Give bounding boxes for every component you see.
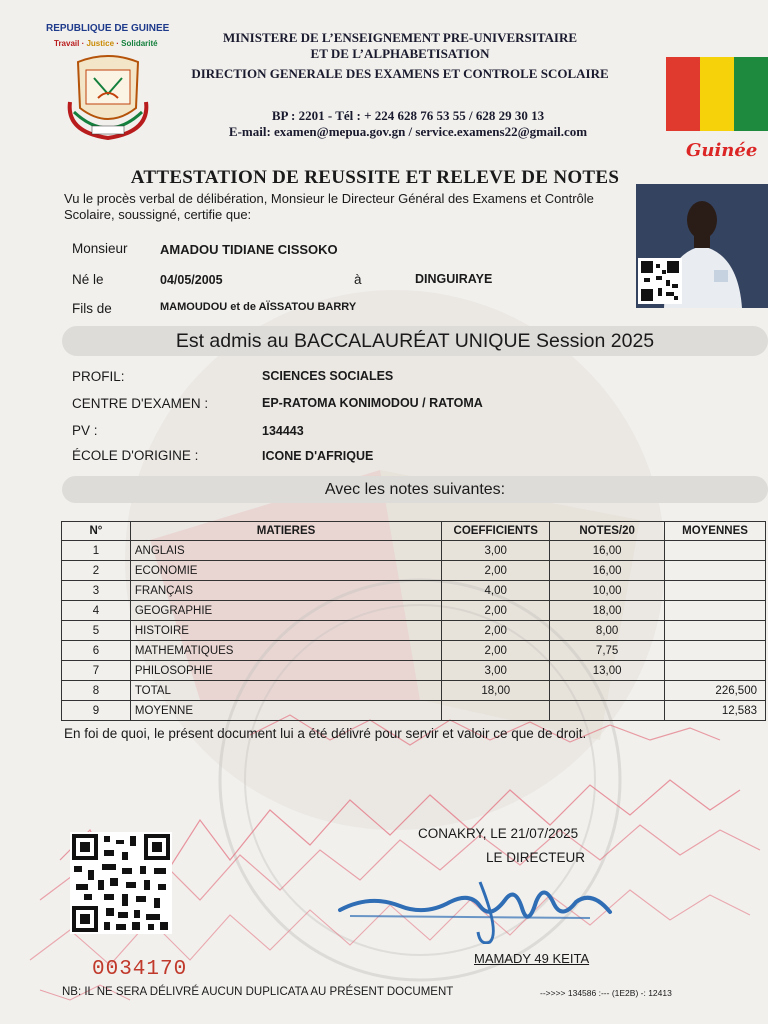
notes-banner [62,476,768,503]
cell-number: 1 [62,541,131,561]
table-row [62,681,766,701]
cell-number: 2 [62,561,131,581]
table-row [62,561,766,581]
guinea-flag [666,57,768,131]
exam-center-label: CENTRE D'EXAMEN : [72,396,209,411]
table-row [62,621,766,641]
director-signature [330,872,620,944]
cell-note: 16,00 [550,541,665,561]
cell-average [665,541,766,561]
cell-note: 10,00 [550,581,665,601]
motto-word: Solidarité [121,39,158,48]
place-date: CONAKRY, LE 21/07/2025 [418,826,579,841]
cell-number: 5 [62,621,131,641]
cell-average [665,661,766,681]
cell-subject: PHILOSOPHIE [130,661,441,681]
cell-number: 3 [62,581,131,601]
cell-coefficient: 2,00 [442,561,550,581]
cell-coefficient: 18,00 [442,681,550,701]
cell-subject: GEOGRAPHIE [130,601,441,621]
brand-logo: Guinée [686,140,758,161]
duplicate-notice: NB: IL NE SERA DÉLIVRÉ AUCUN DUPLICATA AU PRÉSENT DOCUMENT [62,986,454,998]
school-label: ÉCOLE D'ORIGINE : [72,448,199,463]
qr-code [70,832,172,934]
admission-headline: Est admis au BACCALAURÉAT UNIQUE Session 2025 [175,329,655,352]
ministry-line: ET DE L’ALPHABETISATION [310,46,490,61]
cell-subject: FRANÇAIS [130,581,441,601]
born-label: Né le [72,272,104,287]
portrait-image [636,184,768,308]
cell-average [665,561,766,581]
cell-note [550,701,665,721]
header-average: MOYENNES [665,522,766,541]
cell-subject: MOYENNE [130,701,441,721]
cell-note: 7,75 [550,641,665,661]
notes-heading: Avec les notes suivantes: [324,480,506,498]
son-label: Fils de [72,301,112,316]
cell-note [550,681,665,701]
cell-note: 13,00 [550,661,665,681]
parents-names: MAMOUDOU et de AÏSSATOU BARRY [160,301,357,313]
school-value: ICONE D'AFRIQUE [262,449,374,463]
cell-coefficient [442,701,550,721]
header-coefficient: COEFFICIENTS [442,522,550,541]
cell-number: 4 [62,601,131,621]
cell-note: 18,00 [550,601,665,621]
table-row [62,661,766,681]
pv-value: 134443 [262,424,304,438]
birth-place: DINGUIRAYE [415,272,493,286]
national-motto: Travail · Justice · Solidarité [54,39,158,48]
pv-label: PV : [72,423,98,438]
table-row [62,601,766,621]
coat-of-arms-emblem [64,52,152,142]
cell-coefficient: 3,00 [442,661,550,681]
civility-label: Monsieur [72,241,128,256]
cell-number: 7 [62,661,131,681]
candidate-photo [636,184,768,308]
cell-note: 16,00 [550,561,665,581]
table-row [62,641,766,661]
cell-number: 9 [62,701,131,721]
motto-word: Travail [54,39,80,48]
header-number: N° [62,522,131,541]
director-title: LE DIRECTEUR [486,850,586,865]
closing-statement: En foi de quoi, le présent document lui a été délivré pour servir et valoir ce que de droit. [64,726,587,741]
cell-coefficient: 2,00 [442,641,550,661]
cell-subject: ANGLAIS [130,541,441,561]
cell-number: 8 [62,681,131,701]
birth-date: 04/05/2005 [160,273,223,287]
cell-average: 12,583 [665,701,766,721]
table-row [62,701,766,721]
contact-phone: BP : 2201 - Tél : + 224 628 76 53 55 / 628 29 30 13 [271,108,545,123]
document-title: ATTESTATION DE REUSSITE ET RELEVE DE NOTES [130,167,620,188]
serial-number: 0034170 [92,958,188,981]
cell-coefficient: 3,00 [442,541,550,561]
country-name: REPUBLIQUE DE GUINEE [46,23,170,34]
exam-center-value: EP-RATOMA KONIMODOU / RATOMA [262,396,483,410]
direction-name: DIRECTION GENERALE DES EXAMENS ET CONTROLE SCOLAIRE [191,66,609,81]
candidate-name: AMADOU TIDIANE CISSOKO [160,242,338,257]
motto-word: Justice [86,39,115,48]
intro-text: Vu le procès verbal de délibération, Monsieur le Directeur Général des Examens et Contrôle Scolaire, soussigné, certifie que: [64,191,594,222]
at-label: à [354,272,362,287]
cell-note: 8,00 [550,621,665,641]
cell-coefficient: 4,00 [442,581,550,601]
grades-table [61,521,766,721]
cell-number: 6 [62,641,131,661]
profile-value: SCIENCES SOCIALES [262,369,394,383]
cell-average [665,621,766,641]
director-name: MAMADY 49 KEITA [474,951,590,966]
cell-subject: MATHEMATIQUES [130,641,441,661]
verification-codes: -->>>> 134586 :--- (1E2B) -: 12413 [540,988,672,998]
cell-average: 226,500 [665,681,766,701]
cell-average [665,581,766,601]
cell-average [665,601,766,621]
admission-banner [62,326,768,356]
cell-coefficient: 2,00 [442,601,550,621]
cell-subject: HISTOIRE [130,621,441,641]
profile-label: PROFIL: [72,369,125,384]
cell-subject: ECONOMIE [130,561,441,581]
cell-subject: TOTAL [130,681,441,701]
ministry-line: MINISTERE DE L’ENSEIGNEMENT PRE-UNIVERSITAIRE [222,30,578,45]
table-header-row [62,522,766,541]
table-row [62,581,766,601]
table-row [62,541,766,561]
header-subject: MATIERES [130,522,441,541]
header-note: NOTES/20 [550,522,665,541]
contact-email: E-mail: examen@mepua.gov.gn / service.examens22@gmail.com [228,124,588,139]
cell-average [665,641,766,661]
cell-coefficient: 2,00 [442,621,550,641]
